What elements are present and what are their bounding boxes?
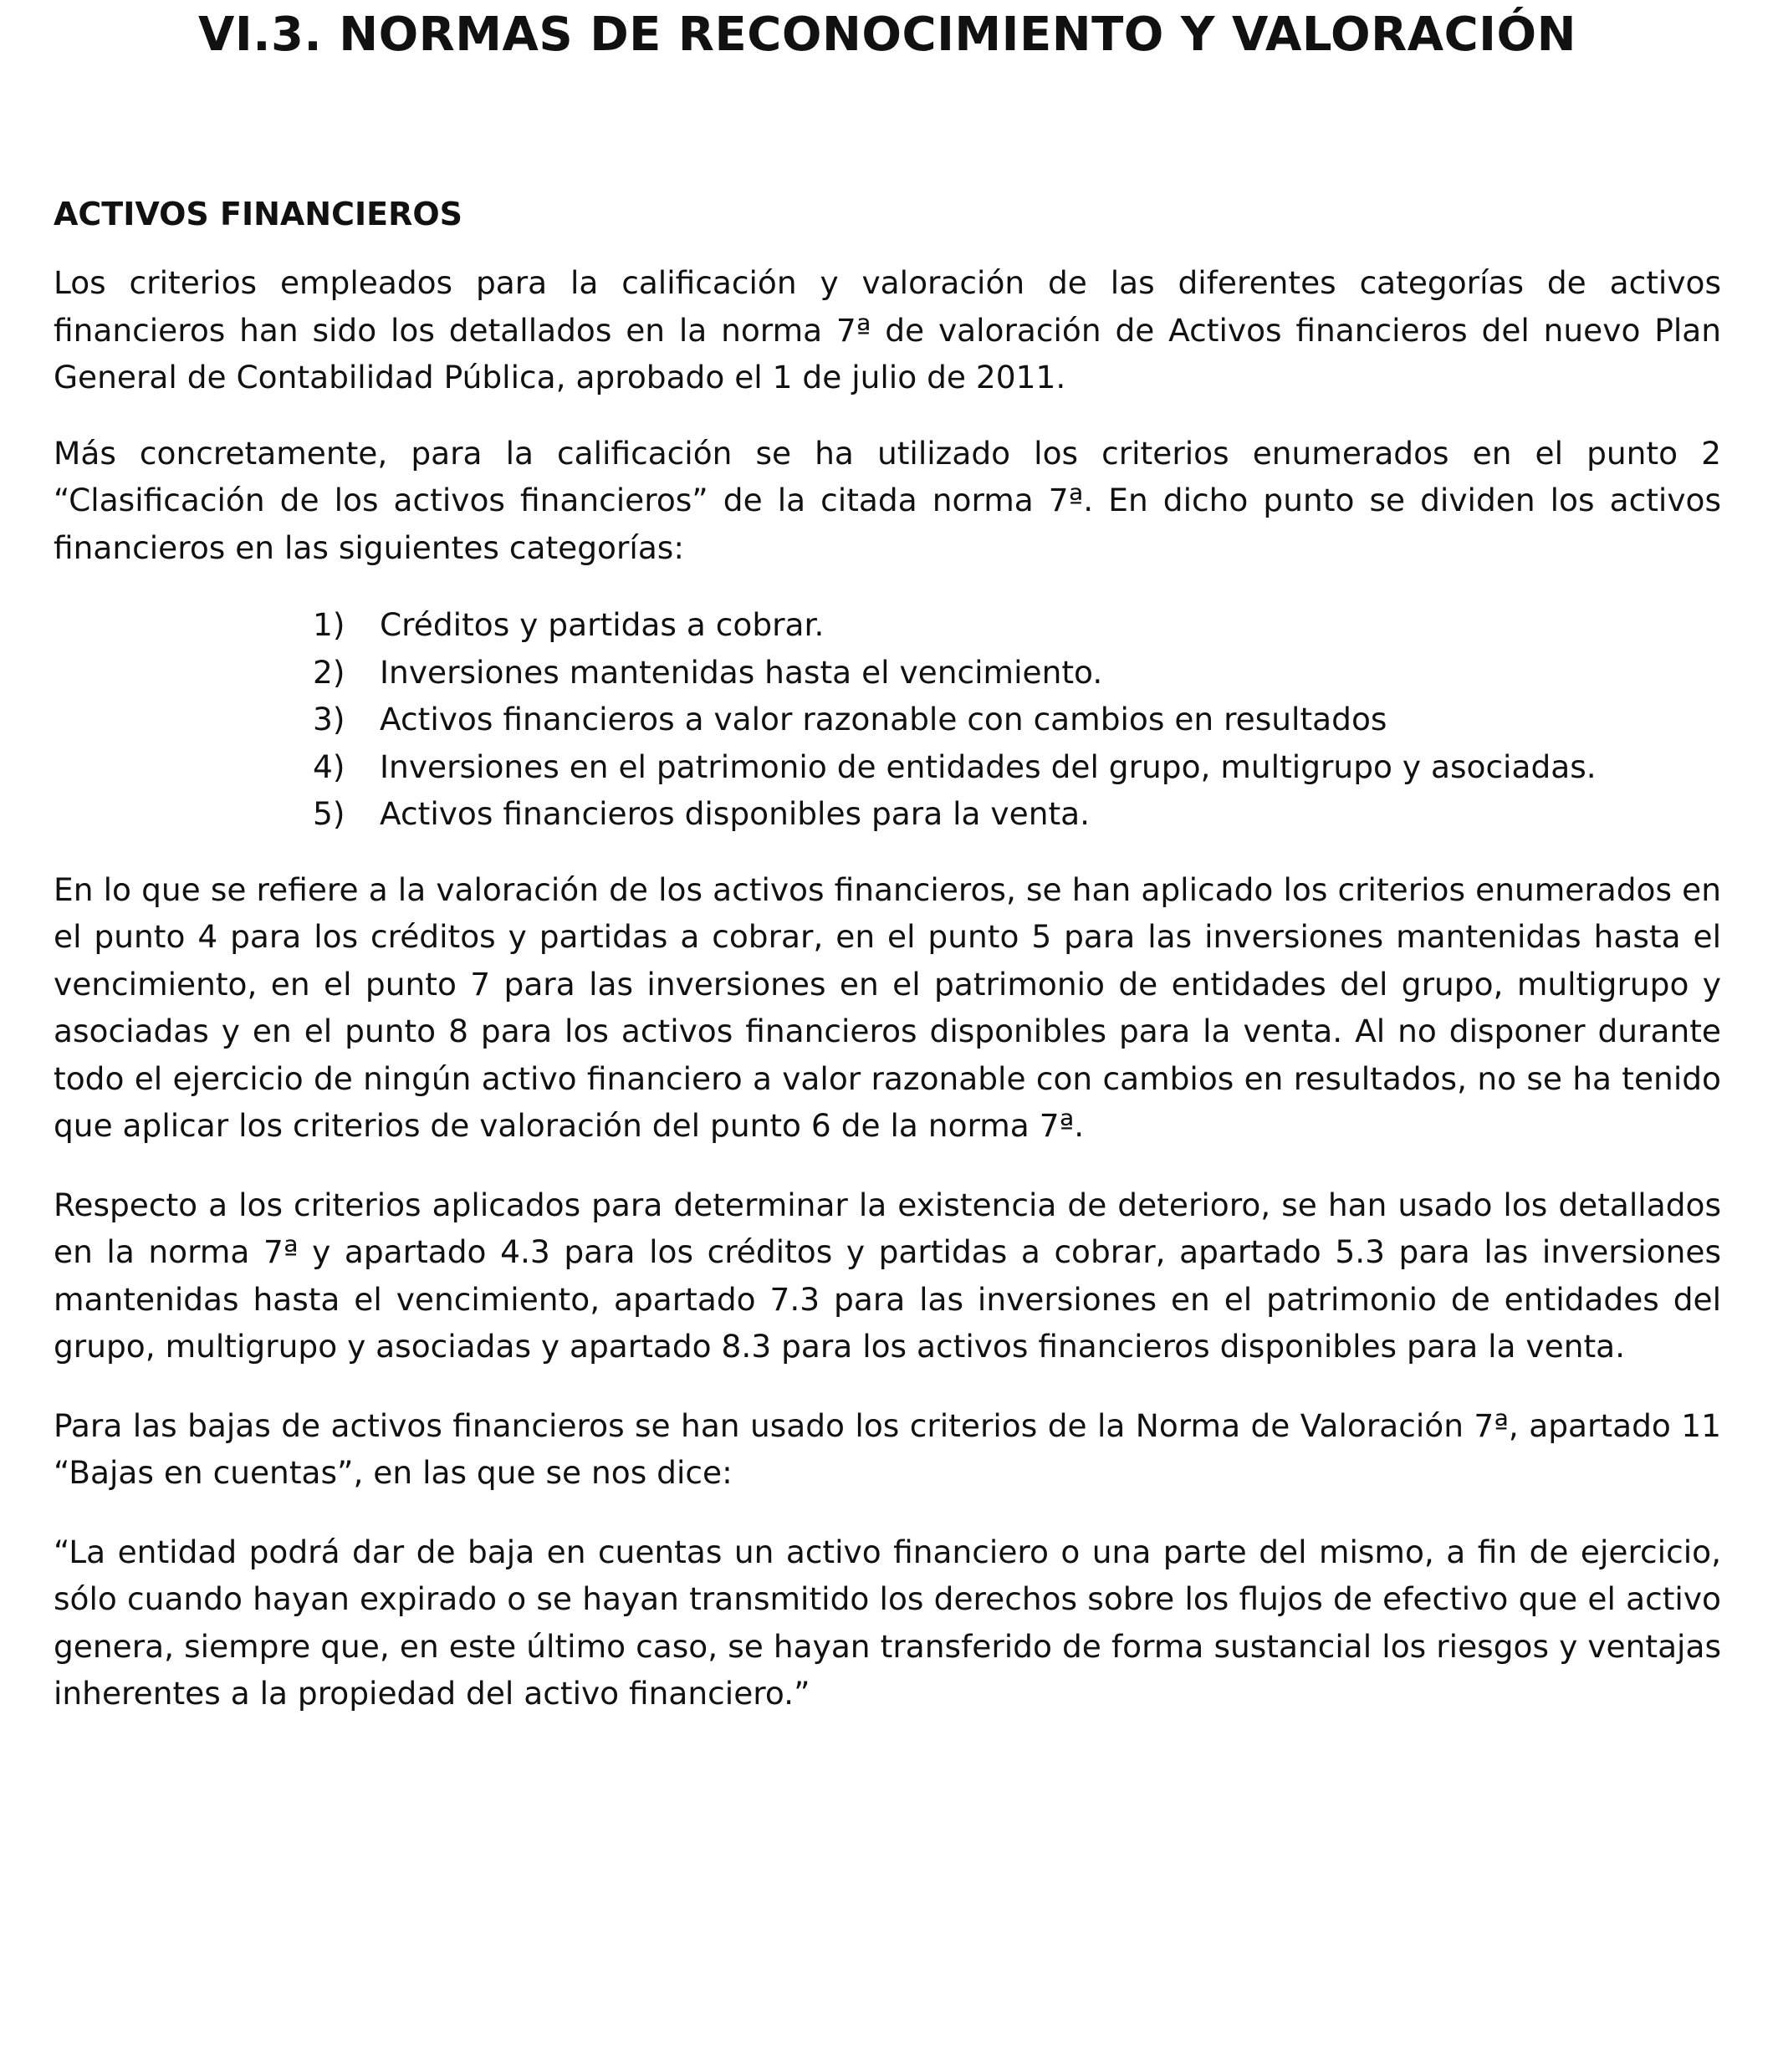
list-item-number: 4) bbox=[313, 748, 345, 785]
list-item bbox=[313, 601, 1721, 649]
list-item-number: 5) bbox=[313, 795, 345, 832]
list-item-text: Créditos y partidas a cobrar. bbox=[380, 606, 825, 643]
paragraph-quote: “La entidad podrá dar de baja en cuentas un activo financiero o una parte del mismo, a fin de ejercicio, sólo cuando hayan expirado o se hayan transmitido los derechos sobre los flujos de efectivo que el activo genera, siempre que, en este último caso, se hayan transferido de forma sustancial los riesgos y ventajas inherentes a la propiedad del activo financiero.” bbox=[54, 1533, 1721, 1712]
list-item-text: Inversiones mantenidas hasta el vencimiento. bbox=[380, 653, 1103, 691]
section-heading: ACTIVOS FINANCIEROS bbox=[54, 196, 463, 232]
list-item bbox=[313, 743, 1721, 791]
page-title: VI.3. NORMAS DE RECONOCIMIENTO Y VALORACIÓN bbox=[198, 8, 1576, 62]
list-item bbox=[313, 696, 1721, 743]
list-item bbox=[313, 790, 1721, 838]
document-page bbox=[54, 0, 1721, 1717]
list-item-text: Inversiones en el patrimonio de entidades del grupo, multigrupo y asociadas. bbox=[380, 748, 1597, 785]
paragraph-valuation: En lo que se refiere a la valoración de los activos financieros, se han aplicado los criterios enumerados en el punto 4 para los créditos y partidas a cobrar, en el punto 5 para las inversiones mantenidas hasta el vencimiento, en el punto 7 para las inversiones en el patrimonio de entidades del grupo, multigrupo y asociadas y en el punto 8 para los activos financieros disponibles para la venta. Al no disponer durante todo el ejercicio de ningún activo financiero a valor razonable con cambios en resultados, no se ha tenido que aplicar los criterios de valoración del punto 6 de la norma 7ª. bbox=[54, 870, 1721, 1144]
paragraph-criteria: Los criterios empleados para la calificación y valoración de las diferentes categorías de activos financieros han sido los detallados en la norma 7ª de valoración de Activos financieros del nuevo Plan General de Contabilidad Pública, aprobado el 1 de julio de 2011. bbox=[54, 264, 1721, 396]
list-item-number: 3) bbox=[313, 701, 345, 737]
list-item-number: 1) bbox=[313, 606, 345, 643]
paragraph-derecognition: Para las bajas de activos financieros se han usado los criterios de la Norma de Valoración 7ª, apartado 11 “Bajas en cuentas”, en las que se nos dice: bbox=[54, 1406, 1721, 1491]
list-item bbox=[313, 649, 1721, 697]
list-item-text: Activos financieros a valor razonable con cambios en resultados bbox=[380, 701, 1387, 737]
paragraph-classification: Más concretamente, para la calificación se ha utilizado los criterios enumerados en el punto 2 “Clasificación de los activos financieros” de la citada norma 7ª. En dicho punto se dividen los activos financieros en las siguientes categorías: bbox=[54, 434, 1721, 566]
categories-list bbox=[313, 601, 1721, 838]
paragraph-impairment: Respecto a los criterios aplicados para determinar la existencia de deterioro, se han usado los detallados en la norma 7ª y apartado 4.3 para los créditos y partidas a cobrar, apartado 5.3 para las inversiones mantenidas hasta el vencimiento, apartado 7.3 para las inversiones en el patrimonio de entidades del grupo, multigrupo y asociadas y apartado 8.3 para los activos financieros disponibles para la venta. bbox=[54, 1186, 1721, 1365]
list-item-text: Activos financieros disponibles para la venta. bbox=[380, 795, 1091, 832]
list-item-number: 2) bbox=[313, 653, 345, 691]
